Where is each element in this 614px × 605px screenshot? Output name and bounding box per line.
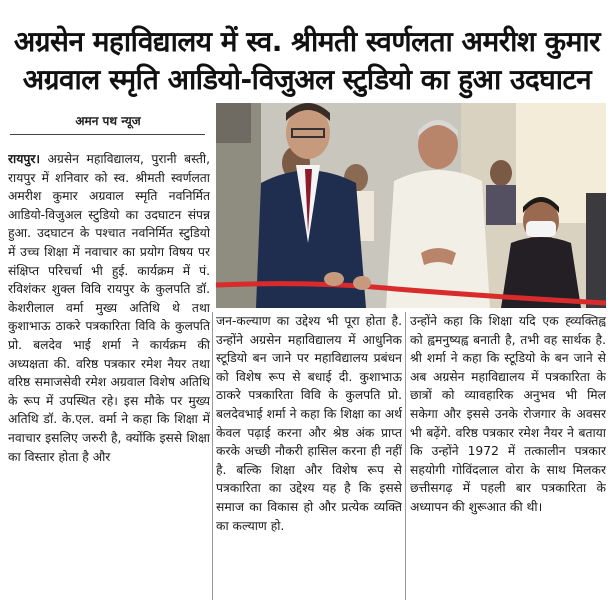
article-column-1 [8,150,210,600]
byline: अमन पथ न्यूज [75,114,141,128]
column-divider [212,312,213,600]
article-column-3-text: उन्होंने कहा कि शिक्षा यदि एक ह्व्यक्तिह्व को ह्वमनुष्यह्व बनाती है, तभी वह सार्थक है. श्री शर्मा ने कहा कि स्टूडियो के बन जाने से अब अग्रसेन महाविद्यालय में पत्रकारिता के छात्रों को व्यावहारिक अनुभव भी मिल सकेगा और इससे उनके रोजगार के अवसर भी बढ़ेंगे. वरिष्ठ पत्रकार रमेश नैयर ने बताया कि उन्होंने 1972 में तत्कालीन पत्रकार सहयोगी गोविंदलाल वोरा के साथ मिलकर छत्तीसगढ़ में पहली बार पत्रकारिता के अध्यापन की शुरूआत की थी। [410,314,606,514]
byline-divider [10,134,205,135]
article-column-1-text: अग्रसेन महाविद्यालय, पुरानी बस्ती, रायपुर में शनिवार को स्व. श्रीमती स्वर्णलता अमरीश कुमार अग्रवाल स्मृति नवनिर्मित आडियो-विजुअल स्टुडियो का उदघाटन संपन्न हुआ. उदघाटन के पश्चात नवनिर्मित स्टुडियो में उच्च शिक्षा में नवाचार का प्रयोग विषय पर संक्षिप्त परिचर्चा भी हुई. कार्यक्रम में पं. रविशंकर शुक्ल विवि रायपुर के कुलपति डॉ. केशरीलाल वर्मा मुख्य अतिथि थे तथा कुशाभाऊ ठाकरे पत्रकारिता विवि के कुलपति प्रो. बलदेव भाई शर्मा ने कार्यक्रम की अध्यक्षता की. वरिष्ठ पत्रकार रमेश नैयर तथा वरिष्ठ समाजसेवी रमेश अग्रवाल विशेष अतिथि के रूप में उपस्थित रहे। इस मौके पर मुख्य अतिथि डॉ. के.एल. वर्मा ने कहा कि शिक्षा में नवाचार इसलिए जरुरी है, क्योंकि इससे शिक्षा का विस्तार होता है और [8,152,210,464]
article-column-2-text: जन-कल्याण का उद्देश्य भी पूरा होता है. उन्होंने अग्रसेन महाविद्यालय में आधुनिक स्टूडियो बन जाने पर महाविद्यालय प्रबंधन को विशेष रूप से बधाई दी. कुशाभाऊ ठाकरे पत्रकारिता विवि के कुलपति प्रो. बलदेवभाई शर्मा ने कहा कि शिक्षा का अर्थ केवल पढ़ाई करना और श्रेष्ठ अंक प्राप्त करके अच्छी नौकरी हासिल करना ही नहीं है. बल्कि शिक्षा और विशेष रूप से पत्रकारिता का उद्देश्य यह है कि इससे समाज का विकास हो और प्रत्येक व्यक्ति का कल्याण हो. [216,314,402,533]
photo-illustration [216,103,606,308]
inauguration-photo [216,103,606,308]
article-column-3 [410,312,606,600]
headline [0,23,614,99]
headline-line-1: अग्रसेन महाविद्यालय में स्व. श्रीमती स्वर्णलता अमरीश कुमार [13,25,601,59]
column-divider [405,312,406,600]
headline-line-2: अग्रवाल स्मृति आडियो-विजुअल स्टुडियो का हुआ उदघाटन [22,63,592,97]
dateline: रायपुर। [8,152,41,166]
article-column-2 [216,312,402,600]
